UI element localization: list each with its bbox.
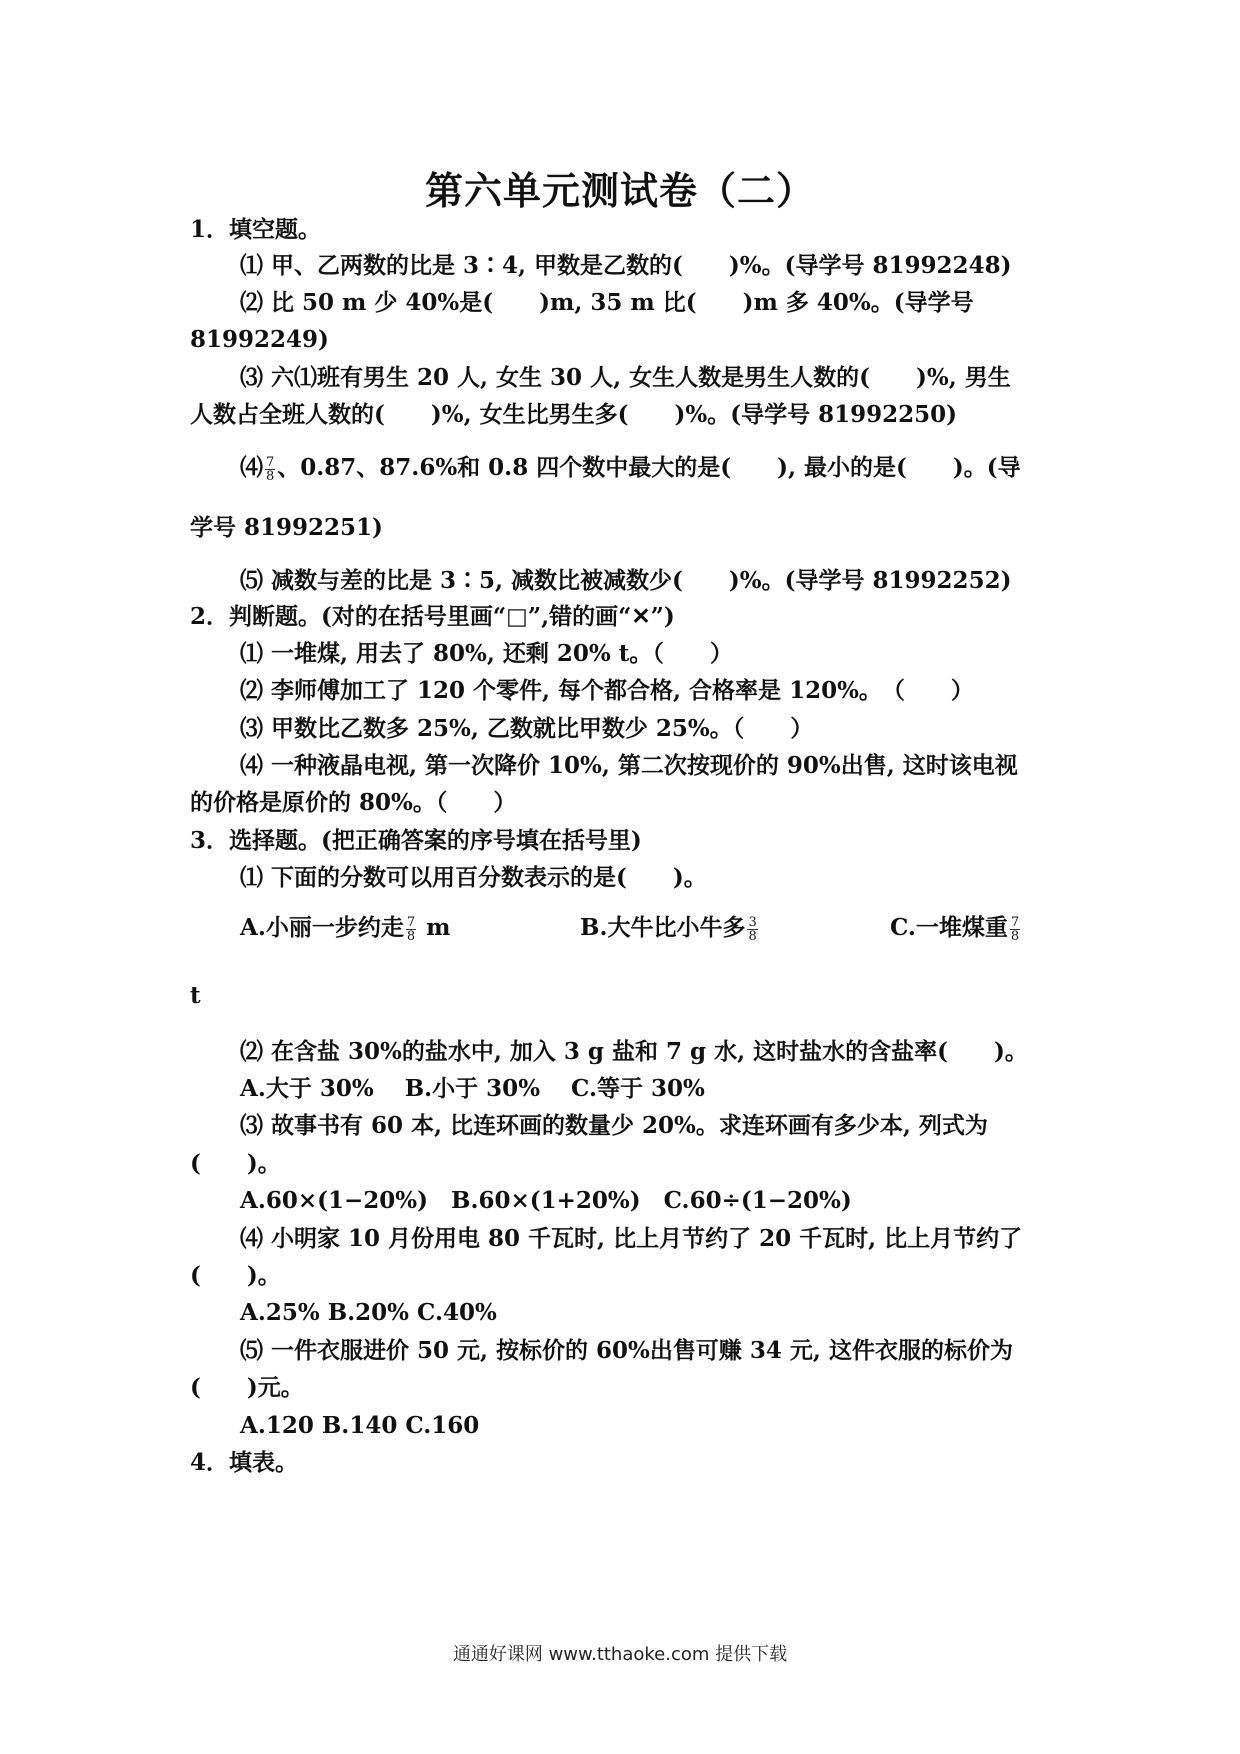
s3-question-1: ⑴ 下面的分数可以用百分数表示的是( )。 xyxy=(240,864,707,891)
s3-q1-option-b: B.大牛比小牛多 $\frac{3}{8}$ xyxy=(580,914,757,944)
s1-question-4-line-2: 学号 81992251) xyxy=(190,514,383,541)
fraction-seven-eighths: $\frac{7}{8}$ xyxy=(406,914,416,944)
s1-question-3-line-2: 人数占全班人数的( )%, 女生比男生多( )%。(导学号 81992250) xyxy=(190,401,958,428)
s3-question-4-line-2: ( )。 xyxy=(190,1262,281,1289)
section-3-heading: 3．选择题。(把正确答案的序号填在括号里) xyxy=(190,827,642,854)
s3-q5-options: A.120 B.140 C.160 xyxy=(240,1412,480,1439)
s3-q3-options: A.60×(1−20%) B.60×(1+20%) C.60÷(1−20%) xyxy=(240,1187,852,1214)
footer-credit: 通通好课网 www.tthaoke.com 提供下载 xyxy=(452,1644,788,1665)
fraction-seven-eighths: $\frac{7}{8}$ xyxy=(266,454,275,484)
s3-q2-options: A.大于 30% B.小于 30% C.等于 30% xyxy=(240,1075,705,1102)
fraction-three-eighths: $\frac{3}{8}$ xyxy=(748,914,757,944)
s1-question-1: ⑴ 甲、乙两数的比是 3∶4, 甲数是乙数的( )%。(导学号 81992248) xyxy=(240,252,1012,279)
section-2-heading: 2．判断题。(对的在括号里画“□”,错的画“✕”) xyxy=(190,603,675,630)
s3-q1-option-a: A.小丽一步约走 $\frac{7}{8}$ m xyxy=(240,914,451,944)
s2-question-1: ⑴ 一堆煤, 用去了 80%, 还剩 20% t。（ ） xyxy=(240,640,733,667)
s1-q4-prefix: ⑷ xyxy=(240,454,263,481)
s3-q4-options: A.25% B.20% C.40% xyxy=(240,1299,497,1326)
page-title: 第六单元测试卷（二） xyxy=(424,168,815,213)
s3-q1-options xyxy=(240,912,1070,952)
section-4-heading: 4．填表。 xyxy=(190,1449,299,1476)
s1-question-2-line-2: 81992249) xyxy=(190,326,329,353)
s3-question-4-line-1: ⑷ 小明家 10 月份用电 80 千瓦时, 比上月节约了 20 千瓦时, 比上月节约了 xyxy=(240,1225,1023,1252)
s3-question-5-line-1: ⑸ 一件衣服进价 50 元, 按标价的 60%出售可赚 34 元, 这件衣服的标价为 xyxy=(240,1337,1013,1364)
s3-question-3-line-1: ⑶ 故事书有 60 本, 比连环画的数量少 20%。求连环画有多少本, 列式为 xyxy=(240,1112,988,1139)
s1-question-4-line-1 xyxy=(240,452,1070,484)
s1-question-2-line-1: ⑵ 比 50 m 少 40%是( )m, 35 m 比( )m 多 40%。(导学号 xyxy=(240,289,974,316)
fraction-seven-eighths: $\frac{7}{8}$ xyxy=(1010,914,1020,944)
s2-question-3: ⑶ 甲数比乙数多 25%, 乙数就比甲数少 25%。（ ） xyxy=(240,715,814,742)
s1-question-5: ⑸ 减数与差的比是 3∶5, 减数比被减数少( )%。(导学号 81992252) xyxy=(240,567,1012,594)
s3-q1-option-c: C.一堆煤重 $\frac{7}{8}$ xyxy=(890,914,1020,944)
s1-q4-text: 、0.87、87.6%和 0.8 四个数中最大的是( ), 最小的是( )。(导 xyxy=(277,454,1021,481)
s2-question-4-line-1: ⑷ 一种液晶电视, 第一次降价 10%, 第二次按现价的 90%出售, 这时该电视 xyxy=(240,752,1018,779)
s3-question-3-line-2: ( )。 xyxy=(190,1150,281,1177)
s2-question-2: ⑵ 李师傅加工了 120 个零件, 每个都合格, 合格率是 120%。 （ ） xyxy=(240,677,974,704)
s3-question-5-line-2: ( )元。 xyxy=(190,1374,304,1401)
s2-question-4-line-2: 的价格是原价的 80%。（ ） xyxy=(190,789,517,816)
s3-question-2: ⑵ 在含盐 30%的盐水中, 加入 3 g 盐和 7 g 水, 这时盐水的含盐率( )。 xyxy=(240,1038,1028,1065)
section-1-heading: 1．填空题。 xyxy=(190,216,322,243)
s1-question-3-line-1: ⑶ 六⑴班有男生 20 人, 女生 30 人, 女生人数是男生人数的( )%, 男生 xyxy=(240,364,1011,391)
s3-q1-option-c-unit: t xyxy=(190,982,201,1009)
